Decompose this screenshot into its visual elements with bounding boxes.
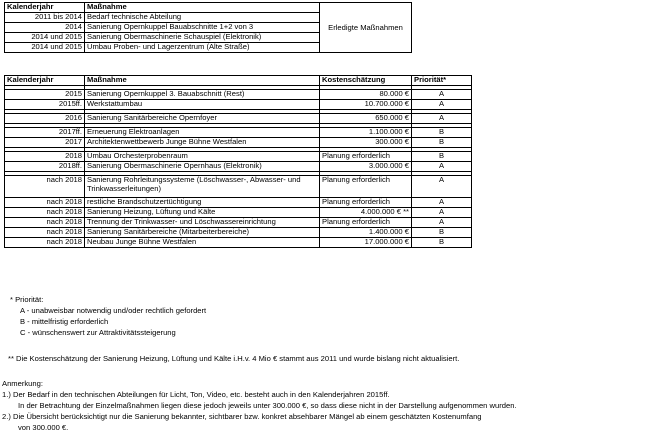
table2-cost-cell: 4.000.000 € ** xyxy=(320,208,412,218)
table2-year-cell: 2017ff. xyxy=(5,128,85,138)
remarks-title: Anmerkung: xyxy=(2,379,43,388)
table2-year-cell: nach 2018 xyxy=(5,228,85,238)
cost-footnote: ** Die Kostenschätzung der Sanierung Heizung, Lüftung und Kälte i.H.v. 4 Mio € stammt aus 2011 und wurde bislang nicht aktualisiert. xyxy=(8,354,460,363)
priority-legend-item-c: C - wünschenswert zur Attraktivitätssteigerung xyxy=(20,328,176,337)
table2-priority-cell: A xyxy=(412,208,472,218)
table2-cost-cell: 650.000 € xyxy=(320,114,412,124)
table2-priority-cell: A xyxy=(412,100,472,110)
table1-year-cell: 2014 und 2015 xyxy=(5,43,85,53)
table2-priority-cell: B xyxy=(412,152,472,162)
table2-measure-cell: Werkstattumbau xyxy=(85,100,320,110)
table-row xyxy=(5,152,472,162)
table2-priority-cell: A xyxy=(412,218,472,228)
table2-measure-cell: Trennung der Trinkwasser- und Löschwassereinrichtung xyxy=(85,218,320,228)
table2-measure-cell: Erneuerung Elektroanlagen xyxy=(85,128,320,138)
table2-priority-cell: A xyxy=(412,198,472,208)
table2-year-cell: nach 2018 xyxy=(5,238,85,248)
table2-priority-cell: B xyxy=(412,238,472,248)
table-row xyxy=(5,100,472,110)
table2-header-row xyxy=(5,76,472,86)
table2-year-cell: nach 2018 xyxy=(5,176,85,198)
table-row xyxy=(5,162,472,172)
table2-year-cell: 2016 xyxy=(5,114,85,124)
table2-priority-cell: B xyxy=(412,138,472,148)
table2-year-cell: 2015 xyxy=(5,90,85,100)
table2-measure-cell: Sanierung Rohrleitungssysteme (Löschwasser-, Abwasser- und Trinkwasserleitungen) xyxy=(85,176,320,198)
table-row xyxy=(5,114,472,124)
table-row xyxy=(5,138,472,148)
table2-year-cell: nach 2018 xyxy=(5,208,85,218)
table2-priority-cell: B xyxy=(412,228,472,238)
table2-cost-cell: Planung erforderlich xyxy=(320,152,412,162)
table1-header-year: Kalenderjahr xyxy=(5,3,85,13)
table2-header-priority: Priorität* xyxy=(412,76,472,86)
table2-measure-cell: Sanierung Sanitärbereiche (Mitarbeiterbereiche) xyxy=(85,228,320,238)
table2-measure-cell: Neubau Junge Bühne Westfalen xyxy=(85,238,320,248)
table2-year-cell: 2018 xyxy=(5,152,85,162)
table2-year-cell: 2018ff. xyxy=(5,162,85,172)
table2-measure-cell: restliche Brandschutzertüchtigung xyxy=(85,198,320,208)
table2-year-cell: nach 2018 xyxy=(5,218,85,228)
remark-line-1: 1.) Der Bedarf in den technischen Abteilungen für Licht, Ton, Video, etc. besteht auch in den Kalenderjahren 2015ff. xyxy=(2,390,390,399)
table2-cost-cell: 17.000.000 € xyxy=(320,238,412,248)
table2-cost-cell: 1.400.000 € xyxy=(320,228,412,238)
table1-measure-cell: Umbau Proben- und Lagerzentrum (Alte Straße) xyxy=(85,43,320,53)
table2-priority-cell: A xyxy=(412,90,472,100)
table1-year-cell: 2014 und 2015 xyxy=(5,33,85,43)
completed-measures-label: Erledigte Maßnahmen xyxy=(320,3,412,53)
table2-year-cell: 2017 xyxy=(5,138,85,148)
priority-legend-title: * Priorität: xyxy=(10,295,44,304)
table1-year-cell: 2011 bis 2014 xyxy=(5,13,85,23)
table2-measure-cell: Umbau Orchesterprobenraum xyxy=(85,152,320,162)
table1-header-row xyxy=(5,3,412,13)
table2-cost-cell: 10.700.000 € xyxy=(320,100,412,110)
table1-measure-cell: Sanierung Obermaschinerie Schauspiel (Elektronik) xyxy=(85,33,320,43)
table2-cost-cell: 1.100.000 € xyxy=(320,128,412,138)
priority-legend-item-b: B - mittelfristig erforderlich xyxy=(20,317,109,326)
completed-measures-table xyxy=(4,2,412,53)
table2-header-measure: Maßnahme xyxy=(85,76,320,86)
table-row xyxy=(5,238,472,248)
table-row xyxy=(5,228,472,238)
table-row xyxy=(5,208,472,218)
remark-line-3: 2.) Die Übersicht berücksichtigt nur die Sanierung bekannter, sichtbarer bzw. konkret absehbarer Mängel ab einem geschätzten Kostenumfang xyxy=(2,412,482,421)
table-row xyxy=(5,176,472,198)
table2-year-cell: 2015ff. xyxy=(5,100,85,110)
table2-measure-cell: Architektenwettbewerb Junge Bühne Westfalen xyxy=(85,138,320,148)
table2-priority-cell: B xyxy=(412,128,472,138)
table2-cost-cell: Planung erforderlich xyxy=(320,198,412,208)
remark-line-4: von 300.000 €. xyxy=(18,423,69,432)
table2-header-cost: Kostenschätzung xyxy=(320,76,412,86)
table1-year-cell: 2014 xyxy=(5,23,85,33)
table2-cost-cell: Planung erforderlich xyxy=(320,218,412,228)
table2-year-cell: nach 2018 xyxy=(5,198,85,208)
priority-legend-item-a: A - unabweisbar notwendig und/oder rechtlich gefordert xyxy=(20,306,207,315)
table1-header-measure: Maßnahme xyxy=(85,3,320,13)
table-row xyxy=(5,128,472,138)
table2-measure-cell: Sanierung Sanitärbereiche Opernfoyer xyxy=(85,114,320,124)
table2-cost-cell: 3.000.000 € xyxy=(320,162,412,172)
table2-measure-cell: Sanierung Opernkuppel 3. Bauabschnitt (Rest) xyxy=(85,90,320,100)
table1-measure-cell: Sanierung Opernkuppel Bauabschnitte 1+2 von 3 xyxy=(85,23,320,33)
table2-priority-cell: A xyxy=(412,162,472,172)
table2-measure-cell: Sanierung Heizung, Lüftung und Kälte xyxy=(85,208,320,218)
remark-line-2: In der Betrachtung der Einzelmaßnahmen liegen diese jedoch jeweils unter 300.000 €, so dass diese nicht in der Darstellung aufgenommen wurden. xyxy=(18,401,517,410)
table-row xyxy=(5,90,472,100)
table1-measure-cell: Bedarf technische Abteilung xyxy=(85,13,320,23)
table2-priority-cell: A xyxy=(412,176,472,198)
table2-cost-cell: Planung erforderlich xyxy=(320,176,412,198)
table2-cost-cell: 80.000 € xyxy=(320,90,412,100)
table-row xyxy=(5,218,472,228)
table2-measure-cell: Sanierung Obermaschinerie Opernhaus (Elektronik) xyxy=(85,162,320,172)
planned-measures-table xyxy=(4,75,472,248)
table2-header-year: Kalenderjahr xyxy=(5,76,85,86)
table2-cost-cell: 300.000 € xyxy=(320,138,412,148)
table2-priority-cell: A xyxy=(412,114,472,124)
table-row xyxy=(5,198,472,208)
